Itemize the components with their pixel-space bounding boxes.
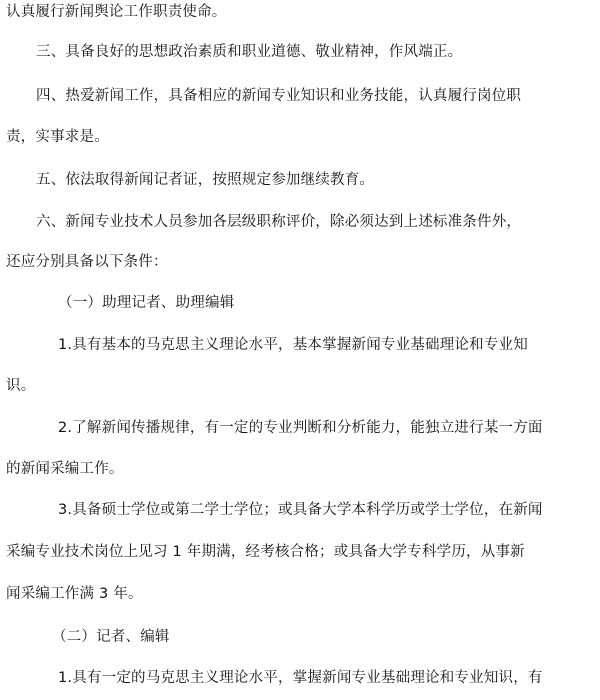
text-line: 闻采编工作满 3 年。 bbox=[6, 586, 143, 602]
text-line: 3.具备硕士学位或第二学士学位；或具备大学本科学历或学士学位，在新闻 bbox=[58, 502, 543, 518]
text-line: 2.了解新闻传播规律，有一定的专业判断和分析能力，能独立进行某一方面 bbox=[58, 420, 543, 436]
section-heading: （一）助理记者、助理编辑 bbox=[58, 295, 235, 311]
text-line: 认真履行新闻舆论工作职责使命。 bbox=[6, 4, 227, 20]
text-line: 采编专业技术岗位上见习 1 年期满，经考核合格；或具备大学专科学历，从事新 bbox=[6, 544, 525, 560]
text-line: 责，实事求是。 bbox=[6, 129, 109, 145]
text-line: 六、新闻专业技术人员参加各层级职称评价，除必须达到上述标准条件外， bbox=[36, 214, 522, 230]
text-line: 的新闻采编工作。 bbox=[6, 461, 124, 477]
text-line: 四、热爱新闻工作，具备相应的新闻专业知识和业务技能，认真履行岗位职 bbox=[36, 88, 522, 104]
text-line: 三、具备良好的思想政治素质和职业道德、敬业精神，作风端正。 bbox=[36, 44, 463, 60]
section-heading: （二）记者、编辑 bbox=[52, 629, 170, 645]
text-line: 五、依法取得新闻记者证，按照规定参加继续教育。 bbox=[36, 172, 375, 188]
text-line: 识。 bbox=[6, 378, 36, 394]
text-line: 1.具有基本的马克思主义理论水平，基本掌握新闻专业基础理论和专业知 bbox=[58, 337, 528, 353]
text-line: 还应分别具备以下条件： bbox=[6, 254, 168, 270]
text-line: 1.具有一定的马克思主义理论水平，掌握新闻专业基础理论和专业知识，有 bbox=[58, 670, 543, 686]
